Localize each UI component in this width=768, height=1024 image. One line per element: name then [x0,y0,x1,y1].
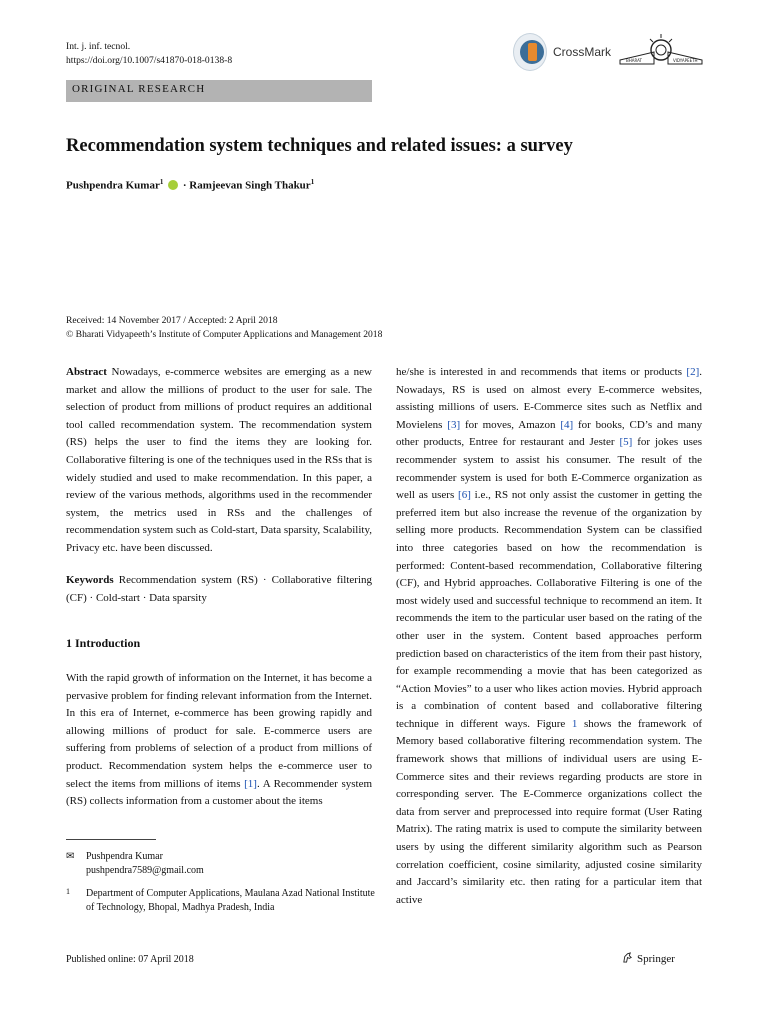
body-paragraph [396,364,702,909]
article-type-banner [66,80,372,102]
springer-logo [622,952,675,965]
springer-horse-icon [622,952,633,963]
body-text: for jokes uses recommender system to assist his consumer. The result of the recommender system is used for both E-Commerce organization as well as users [396,436,703,502]
journal-name: Int. j. inf. tecnol. [66,41,131,52]
copyright-line: © Bharati Vidyapeeth’s Institute of Computer Applications and Management 2018 [66,329,383,340]
orcid-icon[interactable] [168,180,178,190]
footnote-divider [66,839,156,840]
citation-link[interactable]: [3] [447,418,461,431]
body-text: . Nowadays, RS is used on almost every E-commerce websites, assisting millions of users. E-Commerce sites such as Netflix and Movielens [396,366,702,431]
author-separator: · [182,179,187,192]
crossmark-icon [513,33,547,71]
seal-text-left: BHARAT [626,58,642,63]
abstract-text: Nowadays, e-commerce websites are emerging as a new market and allow the millions of product to the user for sale. The selection of product from millions of product requires an additional tool called recommendation system. The recommendation system (RS) helps the user to find the items they are looking for. Collaborative filtering is one of the techniques used in the RSs that is widely studied and used to make recommendation. In this paper, a review of the various methods, algorithms used in the recommender system, the metrics used in RSs and the challenges of recommendation system such as Cold-start, Data sparsity, Scalability, Privacy etc. have been discussed. [66,366,372,554]
affiliation-text: Department of Computer Applications, Maulana Azad National Institute of Technology, Bhopal, Madhya Pradesh, India [86,888,375,913]
body-text: he/she is interested in and recommends that items or products [396,366,682,378]
springer-label: Springer [637,953,675,965]
author-line [66,178,314,192]
intro-text-tail: . A Recommender system (RS) collects information from a customer about the items [66,777,373,808]
doi-link[interactable]: https://doi.org/10.1007/s41870-018-0138-8 [66,54,233,66]
keywords-text: Recommendation system (RS) · Collaborative filtering (CF) · Cold-start · Data sparsity [66,574,372,604]
section-heading: 1 Introduction [66,636,141,650]
body-text: for moves, Amazon [464,418,556,431]
body-text: i.e., RS not only assist the customer in getting the preferred item but also increase the revenue of the organization by selling more products. Recommendation System can be classified into three categories based on how the recommendation is performed: Content-based recommendation, Collaborative filtering (CF), and Hybrid approaches. Collaborative Filtering is one of the most widely used and successful technique to recommend an item. It recommends the item to the particular user based on the rating of the other user in the system. Content based approaches perform prediction based on characteristics of the item from their past history, for example recommending a movie that has been categorized as “Action Movies” to a user who likes action movies. Hybrid approach is a combination of content based and collaborative filtering technique in different ways. Figure [396,489,703,730]
figure-link[interactable]: 1 [571,717,578,730]
abstract-label: Abstract [66,366,107,378]
email-link[interactable]: pushpendra7589@gmail.com [86,865,204,876]
received-dates: Received: 14 November 2017 / Accepted: 2 April 2018 [66,315,278,326]
keywords-paragraph [66,572,372,607]
affiliation-marker: 1 [159,178,164,186]
correspondence [86,850,204,878]
author-name[interactable]: Pushpendra Kumar [66,179,160,192]
envelope-icon: ✉ [66,851,75,862]
journal-header [66,40,232,67]
affiliation-marker: 1 [310,178,315,186]
paper-title: Recommendation system techniques and related issues: a survey [66,136,573,156]
citation-link[interactable]: [4] [560,418,574,431]
intro-text: With the rapid growth of information on the Internet, it has become a pervasive problem for finding relevant information from the Internet. In this era of Internet, e-commerce has been growing rapidly and allowing millions of product for sale. E-commerce users are suffering from problems of selection of a product from millions of product. Recommendation system helps the e-commerce user to select the items from millions of items [66,672,372,790]
crossmark-label: CrossMark [552,45,611,59]
affiliation-number: 1 [66,887,70,896]
citation-link[interactable]: [6] [458,489,471,502]
citation-link[interactable]: [1] [244,777,257,790]
citation-link[interactable]: [2] [686,366,700,378]
published-date: Published online: 07 April 2018 [66,954,194,965]
crossmark-badge[interactable] [513,30,611,74]
intro-paragraph [66,670,372,811]
body-text: shows the framework of Memory based collaborative filtering recommendation system. The framework shows that millions of individual users are using E-Commerce sites and their reviews regarding products are store in corresponding server. The E-Commerce organizations collect the data from server and preprocessed into require format (User Rating Matrix). The rating matrix is used to compute the similarity between users by using the different similarity algorithm such as Pearson correlation coefficient, cosine similarity, adjusted cosine similarity and Jaccard’s similarity etc. then rating for a particular item that active [396,717,702,906]
body-text: for books, CD’s and many other products, Entree for restaurant and Jester [396,418,703,449]
correspondence-name: Pushpendra Kumar [86,851,163,862]
author-name[interactable]: Ramjeevan Singh Thakur [189,179,311,192]
seal-text-right: VIDYAPEETH [673,58,698,63]
institute-seal-logo [618,30,704,74]
citation-link[interactable]: [5] [619,436,633,449]
article-type-label: ORIGINAL RESEARCH [72,83,206,95]
abstract-paragraph [66,364,372,558]
keywords-label: Keywords [66,574,114,586]
